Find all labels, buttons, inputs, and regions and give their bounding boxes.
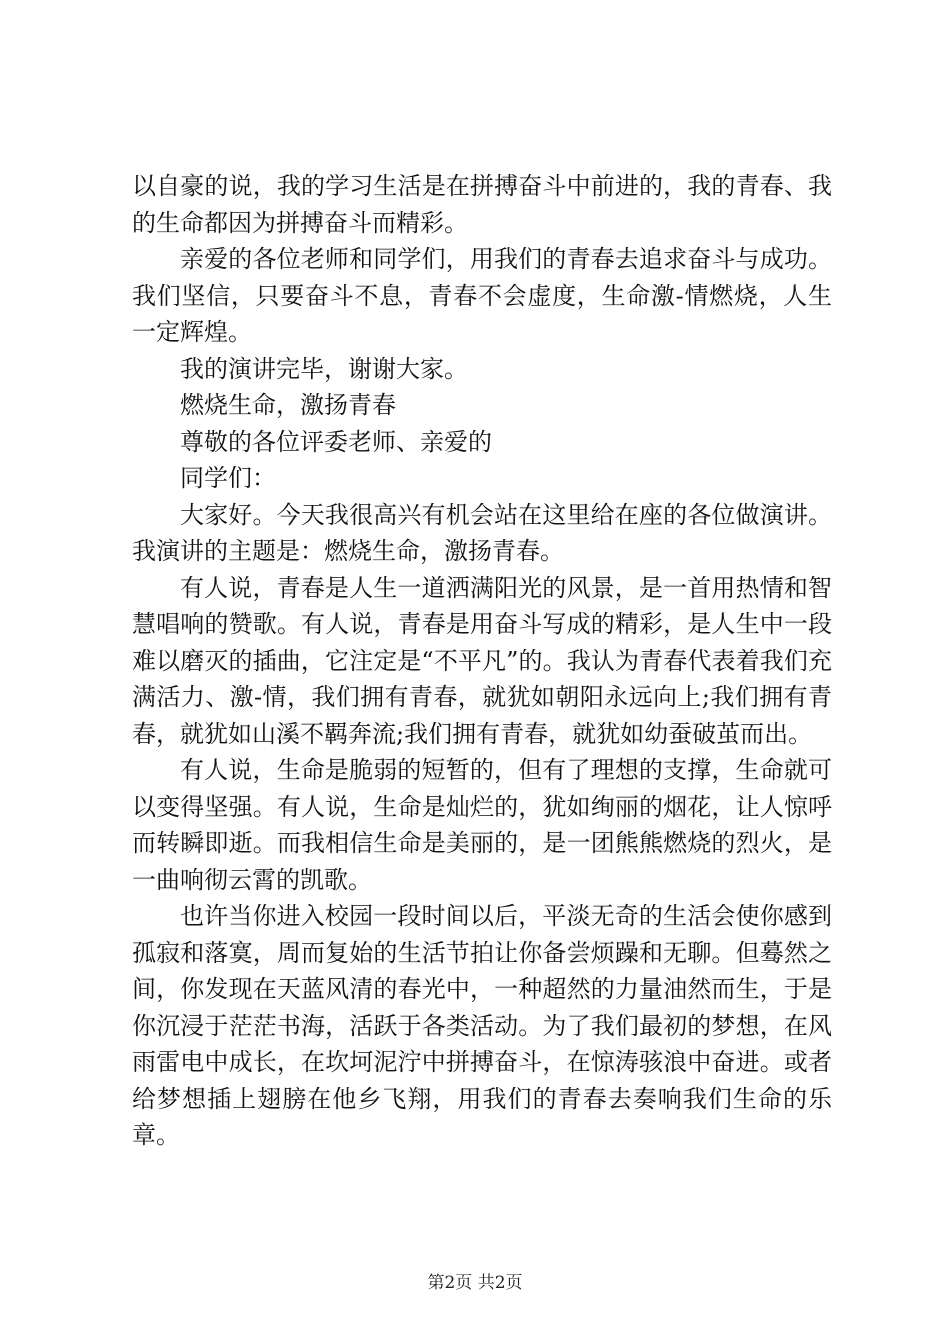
page-number-footer: 第2页 共2页 [427, 1273, 523, 1293]
salutation: 尊敬的各位评委老师、亲爱的 [180, 427, 492, 456]
speech-title: 燃烧生命，激扬青春 [180, 391, 396, 419]
paragraph: 我的演讲完毕，谢谢大家。 [180, 354, 468, 383]
paragraph: 有人说，青春是人生一道洒满阳光的风景，是一首用热情和智慧唱响的赞歌。有人说，青春是用奋斗写成的精彩，是人生中一段难以磨灭的插曲，它注定是“不平凡”的。我认为青春代表着我们充满活力、激-情，我们拥有青春，就犹如朝阳永远向上;我们拥有青春，就犹如山溪不羁奔流;我们拥有青春，就犹如幼蚕破茧而出。 [132, 573, 832, 748]
paragraph: 大家好。今天我很高兴有机会站在这里给在座的各位做演讲。我演讲的主题是：燃烧生命，激扬青春。 [132, 500, 832, 565]
document-body [132, 168, 832, 1154]
paragraph: 以自豪的说，我的学习生活是在拼搏奋斗中前进的，我的青春、我的生命都因为拼搏奋斗而精彩。 [132, 172, 832, 237]
paragraph: 有人说，生命是脆弱的短暂的，但有了理想的支撑，生命就可以变得坚强。有人说，生命是灿烂的，犹如绚丽的烟花，让人惊呼而转瞬即逝。而我相信生命是美丽的，是一团熊熊燃烧的烈火，是一曲响彻云霄的凯歌。 [132, 756, 832, 894]
paragraph: 也许当你进入校园一段时间以后，平淡无奇的生活会使你感到孤寂和落寞，周而复始的生活节拍让你备尝烦躁和无聊。但蓦然之间，你发现在天蓝风清的春光中，一种超然的力量油然而生，于是你沉浸于茫茫书海，活跃于各类活动。为了我们最初的梦想，在风雨雷电中成长，在坎坷泥泞中拼搏奋斗，在惊涛骇浪中奋进。或者给梦想插上翅膀在他乡飞翔，用我们的青春去奏响我们生命的乐章。 [132, 902, 832, 1149]
salutation: 同学们： [180, 464, 276, 492]
paragraph: 亲爱的各位老师和同学们，用我们的青春去追求奋斗与成功。我们坚信，只要奋斗不息，青春不会虚度，生命激-情燃烧，人生一定辉煌。 [132, 245, 832, 346]
